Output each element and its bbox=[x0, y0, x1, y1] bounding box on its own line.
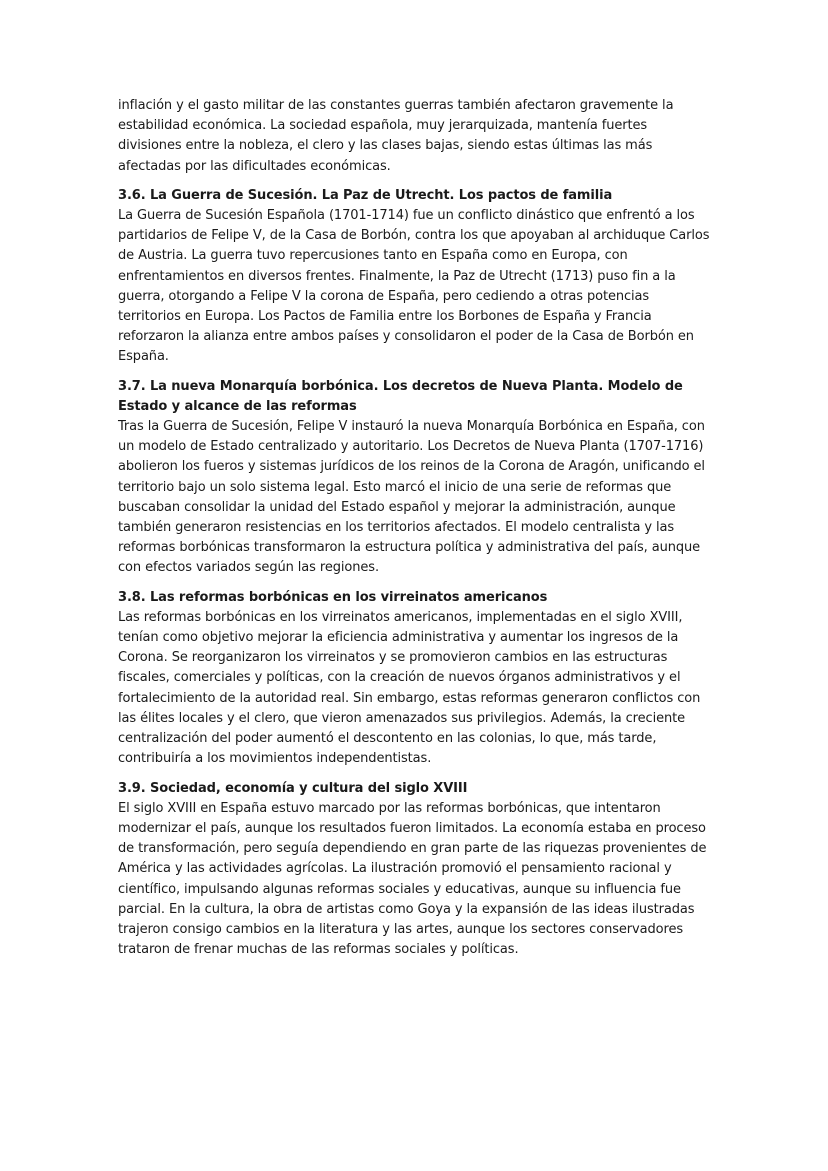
section-heading: 3.8. Las reformas borbónicas en los virreinatos americanos bbox=[118, 589, 548, 605]
section-monarquia-borbonica bbox=[118, 377, 714, 579]
section-heading: 3.7. La nueva Monarquía borbónica. Los decretos de Nueva Planta. Modelo de Estado y alcance de las reformas bbox=[118, 378, 683, 414]
document-page bbox=[118, 96, 714, 960]
section-body: Las reformas borbónicas en los virreinatos americanos, implementadas en el siglo XVIII, tenían como objetivo mejorar la eficiencia administrativa y aumentar los ingresos de la Corona. Se reorganizaron los virreinatos y se promovieron cambios en las estructuras fiscales, comerciales y políticas, con la creación de nuevos órganos administrativos y el fortalecimiento de la autoridad real. Sin embargo, estas reformas generaron conflictos con las élites locales y el clero, que vieron amenazados sus privilegios. Además, la creciente centralización del poder aumentó el descontento en las colonias, lo que, más tarde, contribuiría a los movimientos independentistas. bbox=[118, 609, 701, 767]
section-body: Tras la Guerra de Sucesión, Felipe V instauró la nueva Monarquía Borbónica en España, con un modelo de Estado centralizado y autoritario. Los Decretos de Nueva Planta (1707-1716) abolieron los fueros y sistemas jurídicos de los reinos de la Corona de Aragón, unificando el territorio bajo un solo sistema legal. Esto marcó el inicio de una serie de reformas que buscaban consolidar la unidad del Estado español y mejorar la administración, aunque también generaron resistencias en los territorios afectados. El modelo centralista y las reformas borbónicas transformaron la estructura política y administrativa del país, aunque con efectos variados según las regiones. bbox=[118, 419, 705, 576]
section-heading: 3.6. La Guerra de Sucesión. La Paz de Utrecht. Los pactos de familia bbox=[118, 187, 613, 203]
section-heading: 3.9. Sociedad, economía y cultura del siglo XVIII bbox=[118, 780, 468, 796]
section-body: La Guerra de Sucesión Española (1701-1714) fue un conflicto dinástico que enfrentó a los partidarios de Felipe V, de la Casa de Borbón, contra los que apoyaban al archiduque Carlos de Austria. La guerra tuvo repercusiones tanto en España como en Europa, con enfrentamientos en diversos frentes. Finalmente, la Paz de Utrecht (1713) puso fin a la guerra, otorgando a Felipe V la corona de España, pero cediendo a otras potencias territorios en Europa. Los Pactos de Familia entre los Borbones de España y Francia reforzaron la alianza entre ambos países y consolidaron el poder de la Casa de Borbón en España. bbox=[118, 208, 710, 365]
intro-paragraph: inflación y el gasto militar de las constantes guerras también afectaron gravemente la estabilidad económica. La sociedad española, muy jerarquizada, mantenía fuertes divisiones entre la nobleza, el clero y las clases bajas, siendo estas últimas las más afectadas por las dificultades económicas. bbox=[118, 98, 674, 174]
section-guerra-sucesion bbox=[118, 186, 714, 368]
section-sociedad-siglo-xviii bbox=[118, 779, 714, 961]
section-body: El siglo XVIII en España estuvo marcado por las reformas borbónicas, que intentaron modernizar el país, aunque los resultados fueron limitados. La economía estaba en proceso de transformación, pero seguía dependiendo en gran parte de las riquezas provenientes de América y las actividades agrícolas. La ilustración promovió el pensamiento racional y científico, impulsando algunas reformas sociales y educativas, aunque su influencia fue parcial. En la cultura, la obra de artistas como Goya y la expansión de las ideas ilustradas trajeron consigo cambios en la literatura y las artes, aunque los sectores conservadores trataron de frenar muchas de las reformas sociales y políticas. bbox=[118, 800, 707, 958]
section-reformas-virreinatos bbox=[118, 588, 714, 770]
